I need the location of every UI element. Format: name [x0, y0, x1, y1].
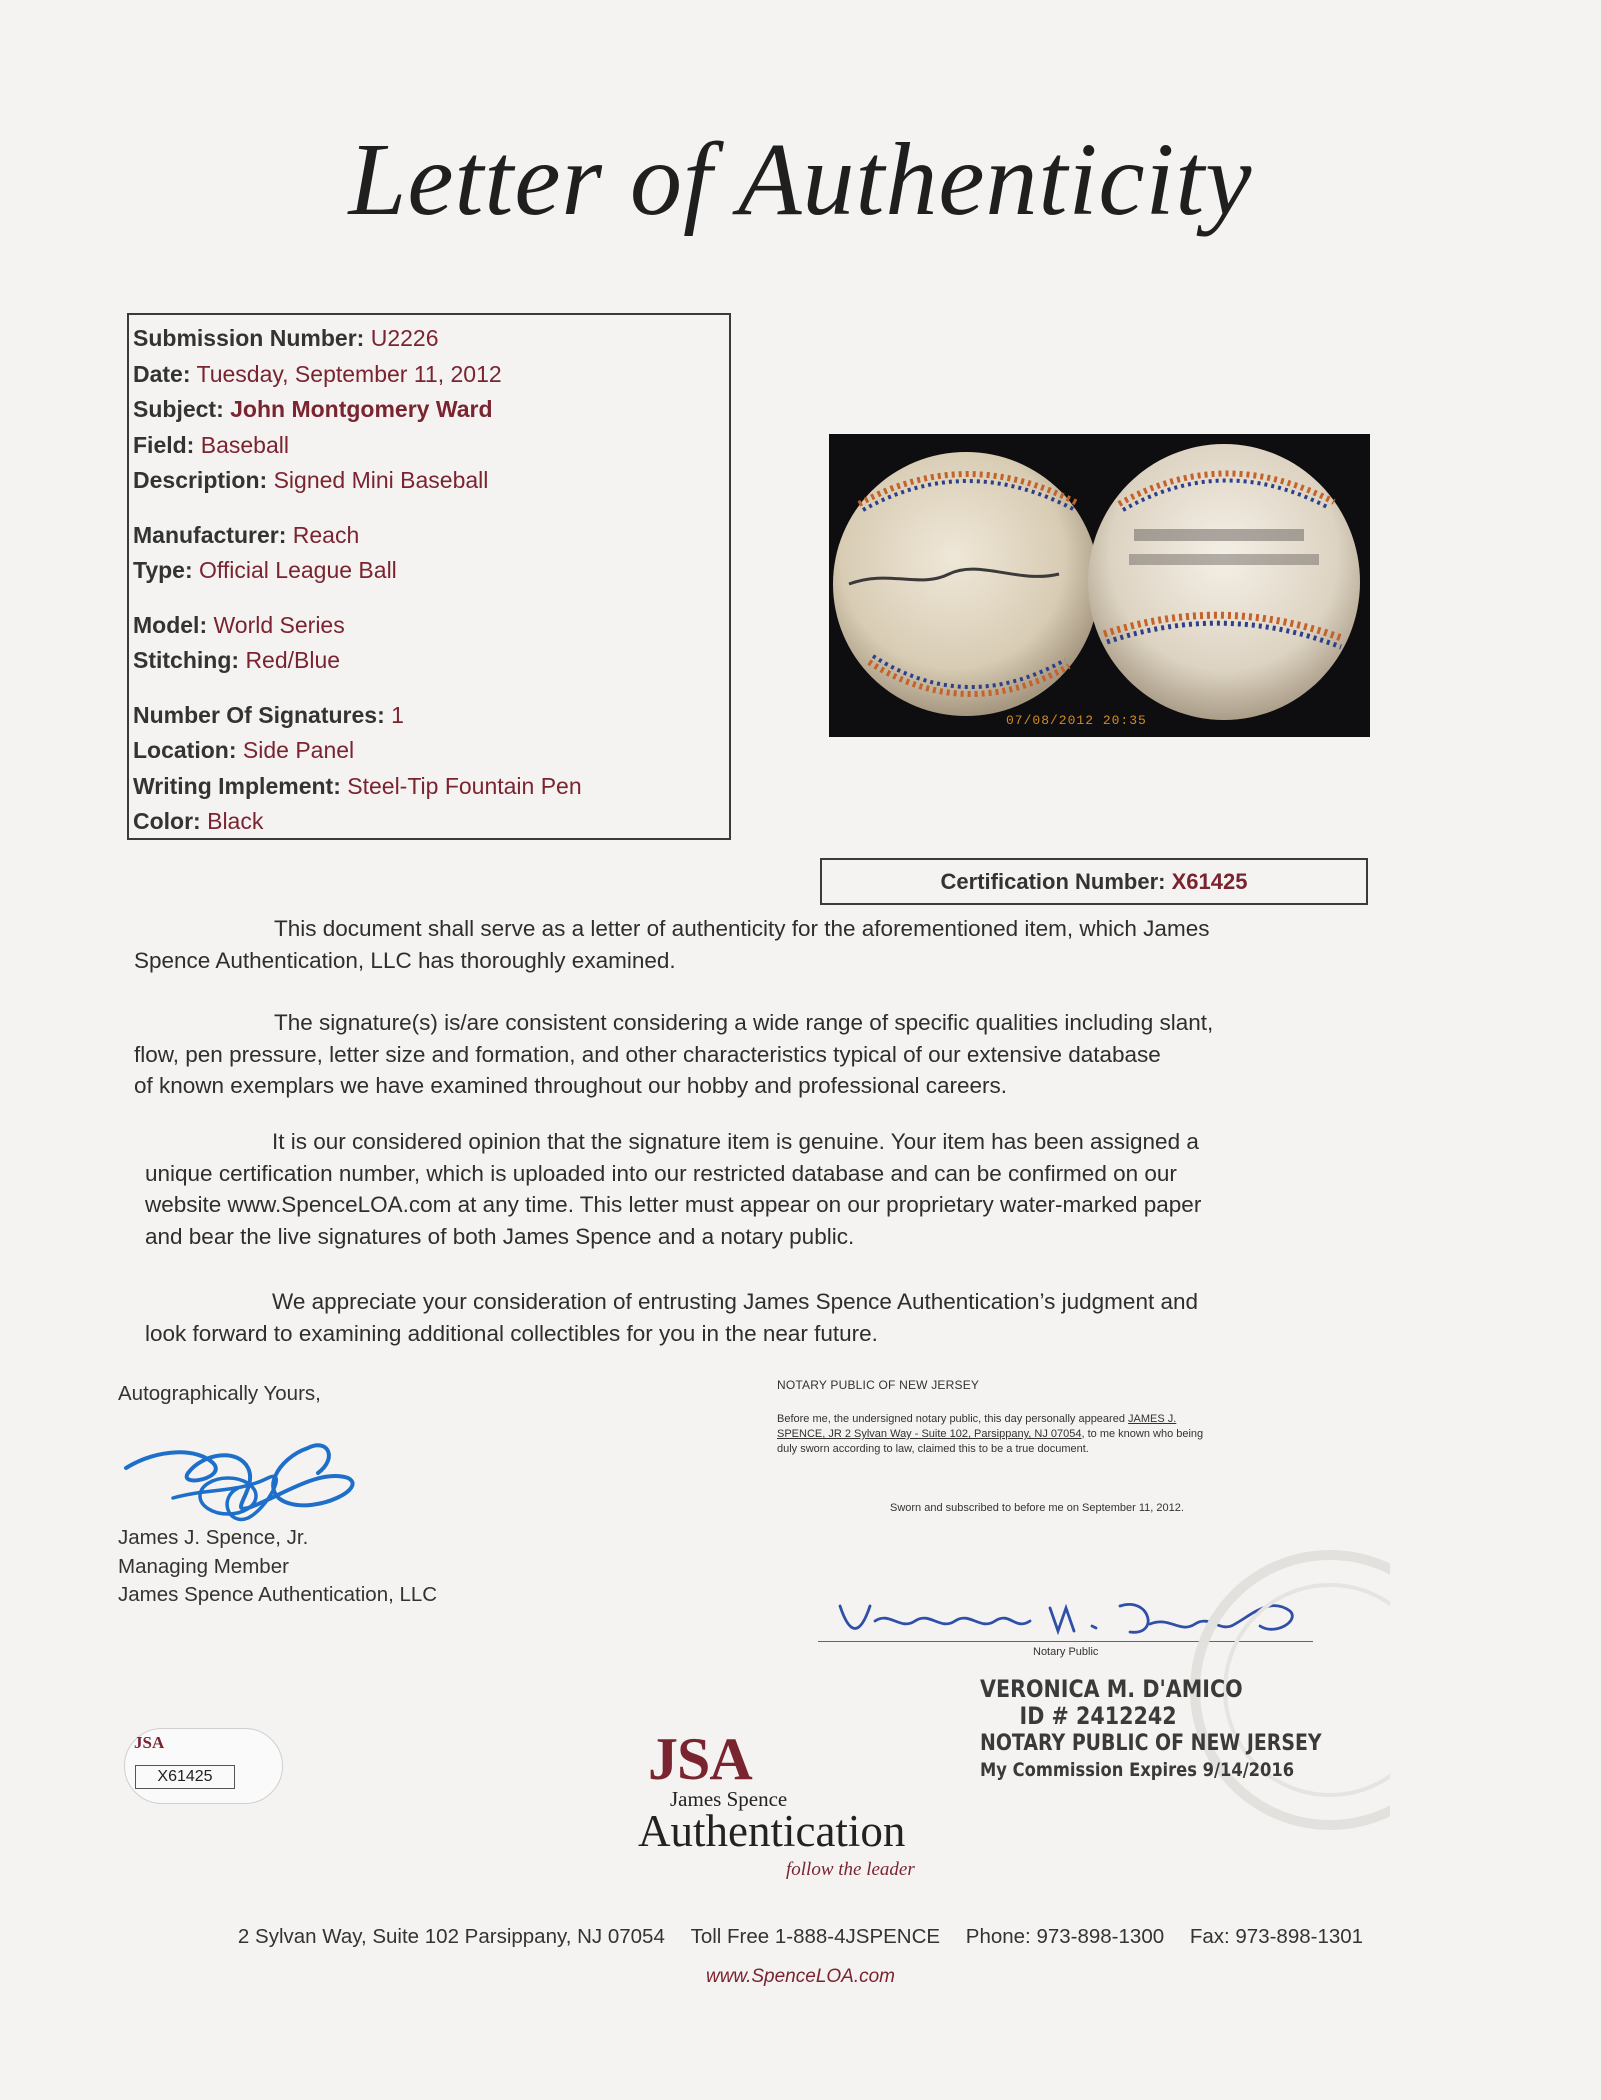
- detail-value: Reach: [292, 521, 360, 548]
- detail-stitching: [133, 643, 729, 679]
- notary-public-label: Notary Public: [1033, 1646, 1099, 1658]
- detail-value: Signed Mini Baseball: [273, 467, 489, 493]
- detail-value: Steel-Tip Fountain Pen: [347, 772, 582, 799]
- footer-contact: [0, 1925, 1601, 1949]
- hologram-brand: JSA: [134, 1733, 165, 1752]
- detail-number-of-signatures: [133, 698, 729, 734]
- sworn-statement: Sworn and subscribed to before me on September 11, 2012.: [890, 1502, 1184, 1514]
- notary-text: Before me, the undersigned notary public, this day personally appeared JAMES J. SPENCE, JR 2 Sylvan Way - Suite 102, Parsippany, NJ 07054, to me known who being duly sworn according to law, claimed this to be a true document.: [777, 1413, 1204, 1455]
- detail-label: Description:: [133, 467, 268, 493]
- detail-value: Tuesday, September 11, 2012: [196, 360, 502, 387]
- notary-heading: NOTARY PUBLIC OF NEW JERSEY: [777, 1378, 980, 1392]
- logo-tagline: follow the leader: [786, 1859, 915, 1880]
- photo-timestamp: 07/08/2012 20:35: [1006, 713, 1147, 728]
- detail-label: Date:: [133, 360, 191, 387]
- detail-date: [133, 357, 729, 393]
- detail-color: [133, 804, 729, 840]
- detail-label: Subject:: [133, 396, 224, 422]
- detail-submission-number: [133, 321, 729, 357]
- paragraph-3: It is our considered opinion that the signature item is genuine. Your item has been assigned a unique certification number, which is uploaded into our restricted database and can be confirmed on our website www.SpenceLOA.com at any time. This letter must appear on our proprietary water-marked paper and bear the live signatures of both James Spence and a notary public.: [145, 1129, 1202, 1249]
- signer-company: James Spence Authentication, LLC: [118, 1583, 438, 1606]
- detail-description: [133, 463, 729, 499]
- paragraph-1: This document shall serve as a letter of authenticity for the aforementioned item, which James Spence Authentication, LLC has thoroughly examined.: [134, 916, 1210, 973]
- detail-label: Submission Number:: [133, 325, 365, 351]
- detail-value: Red/Blue: [245, 647, 341, 673]
- detail-type: [133, 553, 729, 589]
- detail-value: 1: [391, 701, 404, 728]
- signer-block: [118, 1524, 437, 1610]
- hologram-sticker: [124, 1728, 283, 1804]
- certification-number-box: [820, 858, 1368, 905]
- detail-label: Stitching:: [133, 647, 240, 673]
- detail-label: Number Of Signatures:: [133, 701, 385, 728]
- footer-website-link[interactable]: www.SpenceLOA.com: [705, 1966, 896, 1987]
- logo-brand: JSA: [648, 1726, 752, 1792]
- signer-name: James J. Spence, Jr.: [118, 1526, 309, 1549]
- letter-title: Letter of Authenticity: [348, 122, 1253, 237]
- detail-value: U2226: [370, 325, 439, 351]
- paragraph-2: The signature(s) is/are consistent considering a wide range of specific qualities including slant, flow, pen pressure, letter size and formation, and other characteristics typical of our extensive database of known exemplars we have examined throughout our hobby and professional careers.: [134, 1010, 1214, 1098]
- detail-value: John Montgomery Ward: [230, 396, 493, 422]
- detail-label: Field:: [133, 431, 195, 458]
- detail-value: Official League Ball: [199, 557, 397, 583]
- detail-field: [133, 428, 729, 464]
- closing-salutation: Autographically Yours,: [118, 1382, 321, 1405]
- detail-value: Baseball: [200, 431, 289, 458]
- certification-value: X61425: [1171, 869, 1248, 894]
- baseball-left: [833, 452, 1099, 716]
- james-spence-signature: [118, 1418, 368, 1523]
- detail-value: Side Panel: [242, 737, 355, 763]
- detail-location: [133, 733, 729, 769]
- detail-label: Type:: [133, 557, 193, 583]
- baseball-photo: [829, 434, 1370, 737]
- footer-tollfree: Toll Free 1-888-4JSPENCE: [690, 1925, 941, 1948]
- detail-label: Manufacturer:: [133, 521, 287, 548]
- notary-stamp: VERONICA M. D'AMICO ID # 2412242 NOTARY PUBLIC OF NEW JERSEY My Commission Expires 9/14/2016: [980, 1675, 1322, 1781]
- paragraph-4: We appreciate your consideration of entrusting James Spence Authentication’s judgment and look forward to examining additional collectibles for you in the near future.: [145, 1289, 1198, 1346]
- hologram-number: X61425: [135, 1765, 235, 1789]
- logo-line2: Authentication: [638, 1806, 906, 1856]
- detail-label: Model:: [133, 611, 208, 638]
- detail-value: Black: [207, 808, 264, 834]
- detail-label: Color:: [133, 808, 201, 834]
- certification-label: Certification Number:: [940, 869, 1166, 894]
- signer-role: Managing Member: [118, 1554, 289, 1578]
- logo-line1: James Spence: [670, 1787, 788, 1811]
- detail-label: Location:: [133, 737, 237, 763]
- detail-manufacturer: [133, 518, 729, 554]
- item-details-box: [127, 313, 731, 840]
- jsa-logo: [600, 1725, 960, 1885]
- footer-address: 2 Sylvan Way, Suite 102 Parsippany, NJ 07054: [237, 1925, 665, 1948]
- detail-value: World Series: [213, 611, 345, 638]
- detail-model: [133, 608, 729, 644]
- detail-writing-implement: [133, 769, 729, 805]
- baseball-image: [829, 434, 1370, 737]
- footer-fax: Fax: 973-898-1301: [1189, 1925, 1364, 1948]
- footer-phone: Phone: 973-898-1300: [965, 1925, 1165, 1948]
- detail-label: Writing Implement:: [133, 772, 341, 799]
- baseball-right: [1088, 444, 1360, 720]
- detail-subject: [133, 392, 729, 428]
